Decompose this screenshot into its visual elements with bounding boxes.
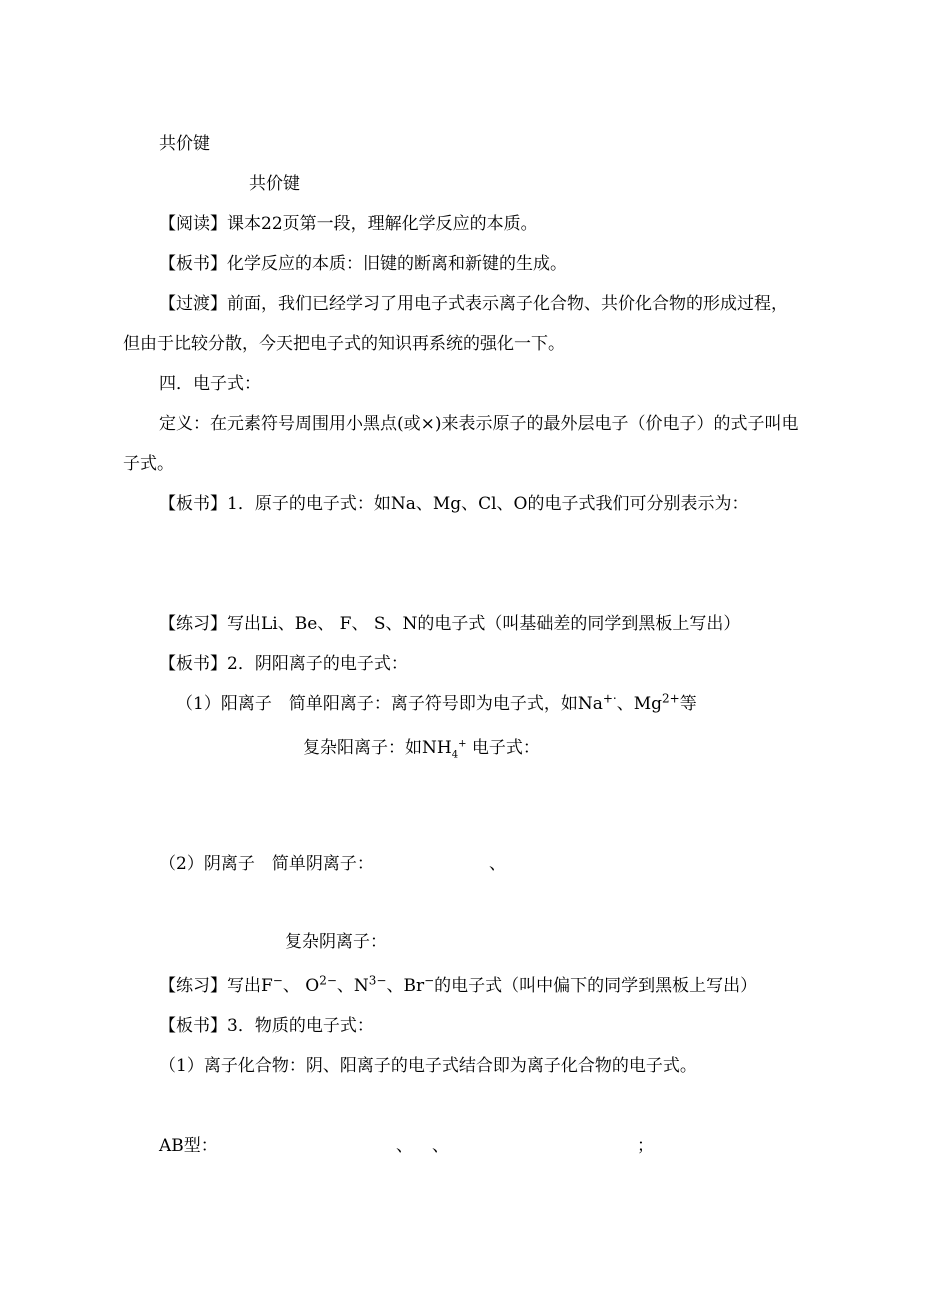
tag-reading: 【阅读】	[159, 214, 227, 234]
exercise-line-1	[159, 613, 740, 635]
tag-transition: 【过渡】	[159, 294, 227, 314]
exercise-text: 写出Li、Be、 F、 S、N的电子式（叫基础差的同学到黑板上写出）	[227, 614, 741, 634]
tag-board: 【板书】	[159, 494, 227, 514]
transition-text: 前面，我们已经学习了用电子式表示离子化合物、共价化合物的形成过程，	[227, 294, 788, 314]
ab-type-label: AB型：	[159, 1136, 218, 1156]
reading-text: 课本22页第一段，理解化学反应的本质。	[227, 214, 538, 234]
board-line-reaction-essence	[159, 253, 567, 275]
mg-charge: 2+	[662, 691, 680, 706]
br-charge: −	[424, 973, 435, 988]
anion-simple-text: （2）阴离子 简单阴离子：	[159, 854, 374, 874]
exercise-o: 、 O	[282, 976, 320, 996]
exercise-br: 、Br	[386, 976, 425, 996]
nh4-charge: +	[458, 738, 467, 750]
nh4-subscript: 4	[451, 749, 459, 761]
transition-line-continued: 但由于比较分散，今天把电子式的知识再系统的强化一下。	[123, 334, 565, 354]
ab-separator-1: 、	[396, 1136, 413, 1156]
o-charge: 2−	[319, 973, 337, 988]
board-line-substance-formula	[159, 1015, 374, 1037]
anion-separator: 、	[489, 854, 506, 874]
heading-covalent-bond: 共价键	[159, 134, 210, 154]
cation-complex-line	[303, 737, 540, 759]
tag-board: 【板书】	[159, 654, 227, 674]
tag-exercise: 【练习】	[159, 614, 227, 634]
definition-line: 定义：在元素符号周围用小黑点(或×)来表示原子的最外层电子（价电子）的式子叫电	[159, 414, 799, 434]
subheading-covalent-bond: 共价键	[249, 174, 300, 194]
cation-complex-text: 复杂阳离子：如NH	[303, 738, 452, 758]
reading-line	[159, 213, 538, 235]
anion-simple-line	[159, 853, 374, 875]
section-heading-electron-formula: 四．电子式：	[159, 374, 261, 394]
tag-board: 【板书】	[159, 1016, 227, 1036]
na-charge: +·	[602, 691, 617, 706]
electron-formula-label: 电子式：	[466, 738, 540, 758]
board-line-ion-formula	[159, 653, 408, 675]
exercise-f: 写出F	[227, 976, 273, 996]
tag-exercise: 【练习】	[159, 976, 227, 996]
transition-line	[159, 293, 788, 315]
exercise-n: 、N	[336, 976, 369, 996]
n-charge: 3−	[368, 973, 387, 988]
etc-text: 等	[679, 694, 697, 714]
board-text: 化学反应的本质：旧键的断离和新键的生成。	[227, 254, 567, 274]
board-text: 2．阴阳离子的电子式：	[227, 654, 408, 674]
f-charge: −	[272, 973, 283, 988]
board-text: 3．物质的电子式：	[227, 1016, 374, 1036]
board-line-atom-formula	[159, 493, 749, 515]
exercise-line-2	[159, 975, 757, 997]
ionic-compound-line: （1）离子化合物：阴、阳离子的电子式结合即为离子化合物的电子式。	[159, 1056, 697, 1076]
cation-simple-text: （1）阳离子 简单阳离子：离子符号即为电子式，如Na	[176, 694, 603, 714]
definition-line-continued: 子式。	[123, 454, 174, 474]
anion-complex-line: 复杂阴离子：	[285, 932, 387, 952]
ab-semicolon: ；	[637, 1136, 654, 1156]
ab-separator-2: 、	[432, 1136, 449, 1156]
separator-mg: 、Mg	[616, 694, 662, 714]
board-text: 1．原子的电子式：如Na、Mg、Cl、O的电子式我们可分别表示为：	[227, 494, 749, 514]
tag-board: 【板书】	[159, 254, 227, 274]
exercise-rest: 的电子式（叫中偏下的同学到黑板上写出）	[434, 976, 758, 996]
cation-simple-line	[176, 693, 697, 715]
